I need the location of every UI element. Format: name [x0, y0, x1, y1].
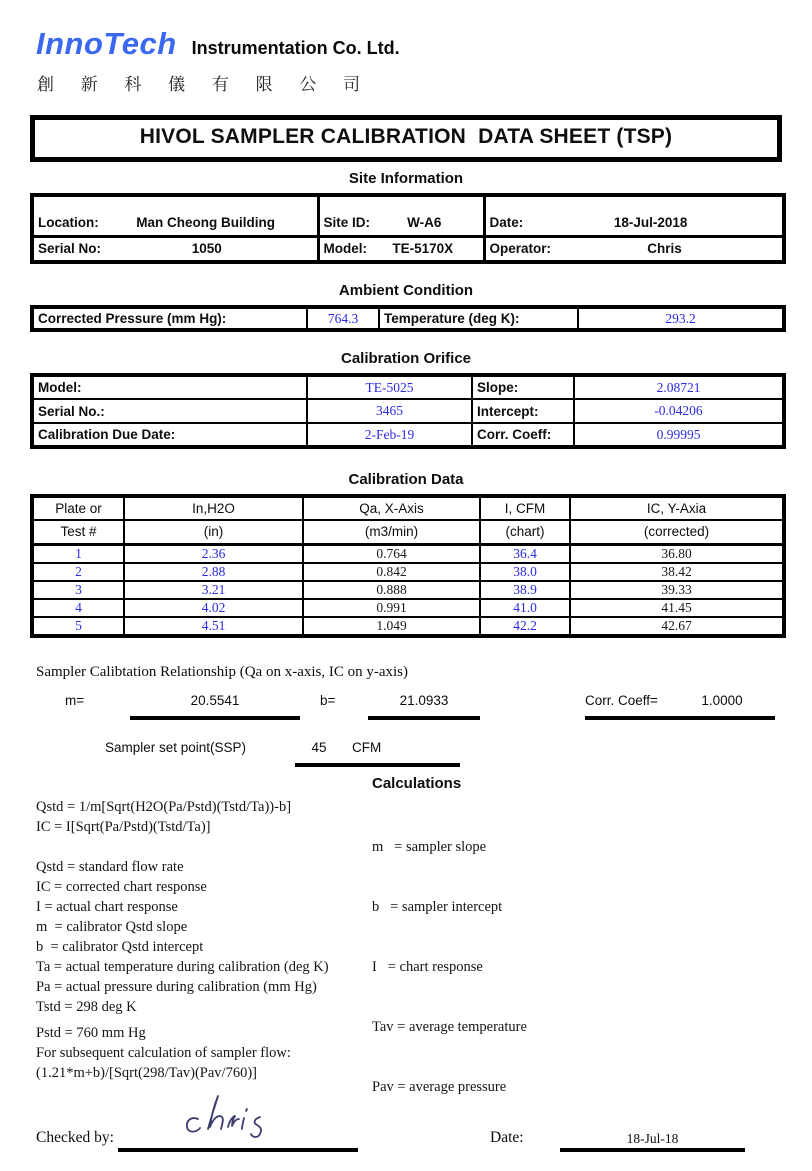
col-header: In,H2O — [124, 496, 303, 520]
date-value: 18-Jul-2018 — [613, 214, 688, 230]
temperature-value: 293.2 — [578, 307, 784, 330]
footer-date-label: Date: — [490, 1128, 524, 1146]
b-label: b= — [320, 692, 336, 708]
operator-value: Chris — [647, 241, 682, 257]
definition-line: Pa = actual pressure during calibration (mm Hg) — [36, 978, 317, 995]
table-row — [32, 423, 784, 447]
orifice-serial-value: 3465 — [307, 399, 472, 423]
site-information-table — [30, 193, 786, 264]
calculations-legend — [372, 797, 527, 1137]
calibration-orifice-heading: Calibration Orifice — [340, 350, 472, 367]
site-information-heading: Site Information — [348, 170, 464, 187]
inh2o-value: 4.02 — [124, 599, 303, 617]
location-value: Man Cheong Building — [136, 214, 275, 230]
m-value: 20.5541 — [190, 692, 240, 708]
slope-label: Slope: — [472, 375, 574, 399]
site-cell-model — [318, 236, 484, 262]
col-subheader: (m3/min) — [303, 520, 480, 544]
definition-line: IC = corrected chart response — [36, 878, 207, 895]
col-header: I, CFM — [480, 496, 570, 520]
qa-value: 0.888 — [303, 581, 480, 599]
legend-line: m = sampler slope — [372, 838, 487, 855]
sampler-set-point-row — [0, 735, 812, 775]
calculations-block — [36, 797, 812, 1095]
orifice-serial-label: Serial No.: — [32, 399, 307, 423]
i-cfm-value: 38.0 — [480, 563, 570, 581]
inh2o-value: 2.36 — [124, 544, 303, 563]
col-header: IC, Y-Axia — [570, 496, 784, 520]
corrected-pressure-label: Corrected Pressure (mm Hg): — [32, 307, 307, 330]
inh2o-value: 2.88 — [124, 563, 303, 581]
b-value: 21.0933 — [399, 692, 449, 708]
ic-corrected-value: 36.80 — [570, 544, 784, 563]
header-row — [32, 496, 784, 520]
qa-value: 0.991 — [303, 599, 480, 617]
m-label: m= — [65, 692, 85, 708]
calibration-due-date-label: Calibration Due Date: — [32, 423, 307, 447]
table-row — [32, 599, 784, 617]
table-row — [32, 581, 784, 599]
orifice-model-value: TE-5025 — [307, 375, 472, 399]
footnote-line: For subsequent calculation of sampler flow: — [36, 1044, 291, 1061]
ssp-value: 45 — [311, 739, 327, 755]
intercept-label: Intercept: — [472, 399, 574, 423]
site-cell-date — [484, 195, 784, 236]
site-cell-siteid — [318, 195, 484, 236]
slope-value: 2.08721 — [574, 375, 784, 399]
ic-corrected-value: 41.45 — [570, 599, 784, 617]
calibration-data-sheet — [0, 26, 812, 1149]
test-number: 5 — [32, 617, 124, 636]
ic-corrected-value: 39.33 — [570, 581, 784, 599]
corr-coeff-label: Corr. Coeff: — [472, 423, 574, 447]
signoff-row — [0, 1091, 812, 1171]
col-subheader: (in) — [124, 520, 303, 544]
formula-ic: IC = I[Sqrt(Pa/Pstd)(Tstd/Ta)] — [36, 818, 211, 835]
checked-by-underline — [118, 1148, 358, 1152]
site-id-value: W-A6 — [407, 214, 442, 230]
company-logo: InnoTech — [36, 26, 177, 61]
model-label: Model: — [323, 241, 367, 257]
orifice-model-label: Model: — [32, 375, 307, 399]
serial-no-label: Serial No: — [38, 241, 102, 257]
footer-date-value: 18-Jul-18 — [626, 1130, 679, 1146]
b-underline — [368, 716, 480, 720]
site-id-label: Site ID: — [323, 214, 371, 230]
table-row — [32, 617, 784, 636]
ssp-underline — [295, 763, 460, 767]
table-row — [32, 307, 784, 330]
test-number: 1 — [32, 544, 124, 563]
table-row — [32, 563, 784, 581]
date-label: Date: — [489, 214, 524, 230]
inh2o-value: 4.51 — [124, 617, 303, 636]
col-subheader: (corrected) — [570, 520, 784, 544]
site-cell-operator — [484, 236, 784, 262]
calibration-orifice-table — [30, 373, 786, 449]
formula-qstd: Qstd = 1/m[Sqrt(H2O(Pa/Pstd)(Tstd/Ta))-b] — [36, 798, 292, 815]
i-cfm-value: 38.9 — [480, 581, 570, 599]
date-underline — [560, 1148, 745, 1152]
col-header: Qa, X-Axis — [303, 496, 480, 520]
ic-corrected-value: 42.67 — [570, 617, 784, 636]
footnote-line: Pstd = 760 mm Hg — [36, 1024, 146, 1041]
m-underline — [130, 716, 300, 720]
company-name-chinese: 創 新 科 儀 有 限 公 司 — [37, 75, 372, 94]
corr-coeff-underline — [585, 716, 775, 720]
corr-coeff-value: 0.99995 — [574, 423, 784, 447]
inh2o-value: 3.21 — [124, 581, 303, 599]
qa-value: 1.049 — [303, 617, 480, 636]
site-cell-serial — [32, 236, 318, 262]
calibration-due-date-value: 2-Feb-19 — [307, 423, 472, 447]
corr-coeff-result-value: 1.0000 — [701, 692, 743, 708]
serial-no-value: 1050 — [191, 241, 222, 257]
company-name: Instrumentation Co. Ltd. — [191, 38, 400, 58]
corr-coeff-result-label: Corr. Coeff= — [585, 692, 658, 708]
site-cell-location — [32, 195, 318, 236]
legend-line: Pav = average pressure — [372, 1078, 507, 1095]
definition-line: Qstd = standard flow rate — [36, 858, 184, 875]
table-row — [32, 375, 784, 399]
legend-line: Tav = average temperature — [372, 1018, 527, 1035]
col-subheader: (chart) — [480, 520, 570, 544]
calibration-data-heading: Calibration Data — [348, 471, 464, 488]
signature-image — [168, 1087, 288, 1145]
i-cfm-value: 36.4 — [480, 544, 570, 563]
col-subheader: Test # — [32, 520, 124, 544]
relationship-values-row — [0, 685, 812, 733]
corrected-pressure-value: 764.3 — [307, 307, 379, 330]
table-row — [32, 195, 784, 236]
operator-label: Operator: — [489, 241, 552, 257]
table-row — [32, 399, 784, 423]
qa-value: 0.842 — [303, 563, 480, 581]
definition-line: Ta = actual temperature during calibration (deg K) — [36, 958, 329, 975]
header-row — [32, 520, 784, 544]
location-label: Location: — [38, 214, 99, 230]
definition-line: I = actual chart response — [36, 898, 178, 915]
qa-value: 0.764 — [303, 544, 480, 563]
ambient-condition-heading: Ambient Condition — [338, 282, 474, 299]
col-header: Plate or — [32, 496, 124, 520]
calibration-data-table — [30, 494, 786, 638]
test-number: 2 — [32, 563, 124, 581]
definition-line: b = calibrator Qstd intercept — [36, 938, 204, 955]
table-row — [32, 544, 784, 563]
intercept-value: -0.04206 — [574, 399, 784, 423]
document-title: HIVOL SAMPLER CALIBRATION DATA SHEET (TSP) — [30, 115, 782, 162]
ssp-unit: CFM — [352, 739, 382, 755]
legend-line: I = chart response — [372, 958, 483, 975]
model-value: TE-5170X — [392, 241, 454, 257]
relationship-heading: Sampler Calibtation Relationship (Qa on x-axis, IC on y-axis) — [36, 663, 409, 680]
legend-line: b = sampler intercept — [372, 898, 503, 915]
footnote-line: (1.21*m+b)/[Sqrt(298/Tav)(Pav/760)] — [36, 1064, 257, 1081]
definition-line: Tstd = 298 deg K — [36, 998, 137, 1015]
i-cfm-value: 41.0 — [480, 599, 570, 617]
ambient-condition-table — [30, 305, 786, 332]
i-cfm-value: 42.2 — [480, 617, 570, 636]
ssp-label: Sampler set point(SSP) — [105, 739, 247, 755]
definition-line: m = calibrator Qstd slope — [36, 918, 188, 935]
ic-corrected-value: 38.42 — [570, 563, 784, 581]
test-number: 4 — [32, 599, 124, 617]
company-header — [36, 26, 812, 62]
calculations-heading: Calculations — [372, 774, 462, 792]
table-row — [32, 236, 784, 262]
checked-by-label: Checked by: — [36, 1128, 114, 1146]
temperature-label: Temperature (deg K): — [379, 307, 578, 330]
test-number: 3 — [32, 581, 124, 599]
